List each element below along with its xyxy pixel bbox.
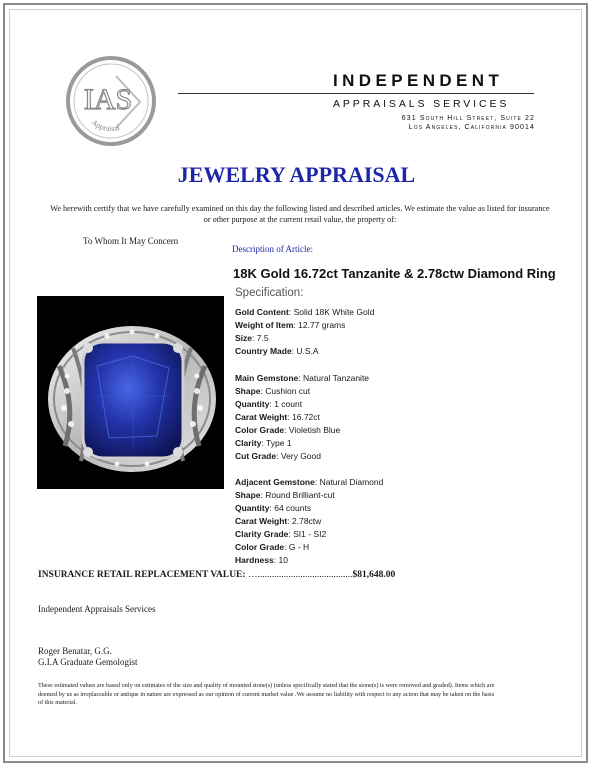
address-line-2: Los Angeles, California 90014 [408,124,535,131]
insurance-value [38,570,395,580]
spec-row: Main Gemstone: Natural Tanzanite [235,373,370,383]
address-line-1: 631 South Hill Street, Suite 22 [401,115,535,122]
spec-row: Gold Content: Solid 18K White Gold [235,307,375,317]
item-title: 18K Gold 16.72ct Tanzanite & 2.78ctw Diamond Ring [233,266,556,281]
ias-logo [66,56,156,146]
spec-group-general [235,306,374,358]
header-divider [178,93,534,94]
spec-row: Country Made: U.S.A [235,346,319,356]
signer-title: G.I.A Graduate Gemologist [38,657,138,667]
document-title: JEWELRY APPRAISAL [177,162,416,187]
specification-label: Specification: [235,287,304,299]
spec-row: Quantity: 1 count [235,399,303,409]
spec-row: Carat Weight: 16.72ct [235,412,320,422]
spec-row: Carat Weight: 2.78ctw [235,516,322,526]
spec-row: Color Grade: Violetish Blue [235,425,341,435]
spec-row: Shape: Round Brilliant-cut [235,490,335,500]
ring-photo [37,296,224,489]
spec-row: Adjacent Gemstone: Natural Diamond [235,477,384,487]
description-label: Description of Article: [232,244,313,254]
spec-group-main-stone [235,372,369,463]
logo-initials: IAS [83,83,133,116]
insurance-amount: $81,648.00 [352,570,396,580]
spec-row: Cut Grade: Very Good [235,451,321,461]
company-subtitle: APPRAISALS SERVICES [333,98,510,110]
company-name: INDEPENDENT [333,71,504,90]
spec-row: Quantity: 64 counts [235,503,312,513]
insurance-dots: …........................................ [247,570,353,580]
spec-row: Shape: Cushion cut [235,386,311,396]
signer-company: Independent Appraisals Services [38,604,156,614]
signer-name: Roger Benatar, G.G. [38,646,112,656]
spec-row: Size: 7.5 [235,333,269,343]
spec-group-adjacent-stone [235,476,383,567]
logo-arc-text: Appraisal [89,117,121,134]
recipient: To Whom It May Concern [83,236,179,246]
disclaimer: These estimated values are based only on estimates of the size and quality of mounted stone(s) (unless specifically stated that the stone(s) is were removed and graded). Items which are deemed by us as irreplaceable or antique in nature are expressed as our opinion of current market value .We assume no liability with respect to any action that may be taken on the basis of this material. [38,682,495,707]
signer-block [38,646,137,668]
spec-row: Clarity Grade: SI1 - SI2 [235,529,327,539]
spec-row: Clarity: Type 1 [235,438,292,448]
insurance-label: INSURANCE RETAIL REPLACEMENT VALUE: [38,570,246,580]
certification-text: We herewith certify that we have carefully examined on this day the following listed and described articles. We estimate the value as listed for insurance or other purpose at the current retail value, the property of: [50,204,550,224]
spec-row: Weight of Item: 12.77 grams [235,320,346,330]
spec-row: Color Grade: G - H [235,542,310,552]
spec-row: Hardness: 10 [235,555,288,565]
